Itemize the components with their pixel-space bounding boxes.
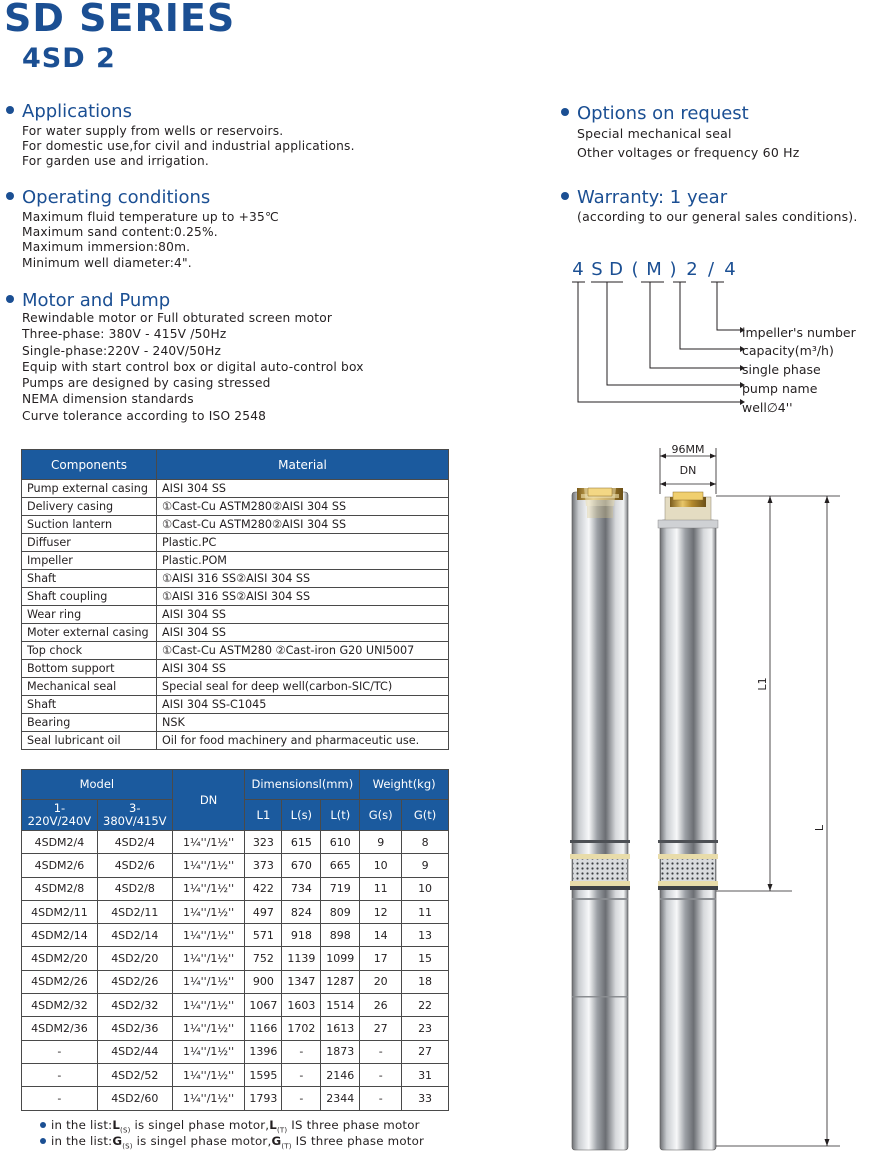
three-phase-model-cell: 4SD2/4 [97,831,172,854]
dimensions-header: Dimensionsl(mm) [245,770,360,800]
single-phase-model-cell: 4SDM2/6 [22,854,98,877]
options-heading-text: Options on request [577,103,749,124]
gt-header: G(t) [402,800,449,831]
lt-cell: 665 [321,854,360,877]
single-phase-model-cell: 4SDM2/26 [22,970,98,993]
gs-cell: 9 [360,831,402,854]
materials-row [22,642,449,660]
gs-header: G(s) [360,800,402,831]
material-cell: AISI 304 SS [157,660,449,678]
dimensions-row [22,1040,449,1063]
ls-cell: 670 [282,854,321,877]
warranty-heading-text: Warranty: 1 year [577,187,728,208]
dimensions-table [21,769,449,1111]
three-phase-model-cell: 4SD2/26 [97,970,172,993]
legend-impeller: impeller's number [742,325,856,340]
ls-cell: - [282,1040,321,1063]
applications-line: For water supply from wells or reservoirs. [22,124,284,138]
applications-heading-text: Applications [22,101,132,122]
dn-cell: 1¼''/1½'' [172,1063,245,1086]
single-phase-label: 1- [53,801,66,815]
width-label: 96MM [671,443,705,456]
dn-cell: 1¼''/1½'' [172,1040,245,1063]
component-cell: Shaft coupling [22,588,157,606]
code-char: S [591,259,603,280]
dimensions-row [22,877,449,900]
three-phase-model-cell: 4SD2/11 [97,900,172,923]
operating-text [22,210,279,271]
l1-cell: 1396 [245,1040,282,1063]
weight-header: Weight(kg) [360,770,449,800]
materials-row [22,732,449,750]
dn-header: DN [172,770,245,831]
note-text: (T) [276,1126,288,1135]
material-cell: NSK [157,714,449,732]
gs-cell: 12 [360,900,402,923]
pump-drawing [540,436,860,1156]
material-cell: AISI 304 SS [157,624,449,642]
note-text: L [269,1118,277,1132]
component-cell: Delivery casing [22,498,157,516]
materials-row [22,498,449,516]
component-cell: Impeller [22,552,157,570]
note-text: IS three phase motor [287,1118,420,1132]
single-phase-model-cell: 4SDM2/4 [22,831,98,854]
materials-header-row [22,450,449,480]
material-cell: AISI 304 SS-C1045 [157,696,449,714]
materials-row [22,552,449,570]
dimensions-row [22,947,449,970]
gt-cell: 10 [402,877,449,900]
page-title: SD SERIES [4,0,236,40]
lt-cell: 610 [321,831,360,854]
motor-line: Single-phase:220V - 240V/50Hz [22,343,222,358]
code-char: 2 [686,259,698,280]
operating-line: Maximum immersion:80m. [22,240,191,255]
ls-cell: 1347 [282,970,321,993]
model-header: Model [22,770,173,800]
dn-cell: 1¼''/1½'' [172,1087,245,1110]
gt-cell: 11 [402,900,449,923]
ls-cell: - [282,1087,321,1110]
operating-line: Maximum fluid temperature up to +35℃ [22,210,279,224]
single-phase-model-cell: 4SDM2/11 [22,900,98,923]
three-phase-header [97,800,172,831]
gt-cell: 8 [402,831,449,854]
motor-line: Equip with start control box or digital auto-control box [22,359,364,374]
legend-single-phase: single phase [742,362,821,377]
gt-cell: 33 [402,1087,449,1110]
gt-cell: 22 [402,994,449,1017]
single-phase-voltage: 220V/240V [27,814,92,828]
legend-capacity: capacity(m³/h) [742,343,834,358]
material-cell: ①Cast-Cu ASTM280②AISI 304 SS [157,498,449,516]
three-phase-model-cell: 4SD2/36 [97,1017,172,1040]
lt-cell: 809 [321,900,360,923]
three-phase-model-cell: 4SD2/52 [97,1063,172,1086]
bullet-icon [561,108,569,116]
warranty-line: (according to our general sales conditions). [577,209,858,224]
material-cell: ①Cast-Cu ASTM280②AISI 304 SS [157,516,449,534]
material-cell: ①Cast-Cu ASTM280 ②Cast-iron G20 UNI5007 [157,642,449,660]
code-char: D [609,259,623,280]
ls-header: L(s) [282,800,321,831]
materials-row [22,570,449,588]
material-cell: Plastic.POM [157,552,449,570]
l1-header: L1 [245,800,282,831]
note-text: is singel phase motor, [130,1118,270,1132]
pump-front-view [658,492,718,1150]
code-char: ) [669,259,677,280]
lt-cell: 1099 [321,947,360,970]
l1-cell: 422 [245,877,282,900]
l1-cell: 1793 [245,1087,282,1110]
single-phase-model-cell: 4SDM2/8 [22,877,98,900]
code-char: 4 [572,259,584,280]
materials-row [22,516,449,534]
dimensions-row [22,831,449,854]
motor-line: Rewindable motor or Full obturated screen motor [22,311,333,325]
code-char: M [646,259,662,280]
material-cell: ①AISI 316 SS②AISI 304 SS [157,588,449,606]
code-char: / [707,259,715,280]
dimensions-header-row [22,770,449,800]
motor-line: Curve tolerance according to ISO 2548 [22,408,267,423]
note-weight [40,1134,424,1154]
gs-cell: 17 [360,947,402,970]
code-char: ( [631,259,639,280]
applications-line: For domestic use,for civil and industrial applications. [22,139,355,154]
component-cell: Bearing [22,714,157,732]
gs-cell: - [360,1063,402,1086]
motor-line: NEMA dimension standards [22,392,194,407]
gs-cell: 27 [360,1017,402,1040]
options-heading [561,103,749,125]
l1-cell: 571 [245,924,282,947]
lt-cell: 1514 [321,994,360,1017]
l1-label: L1 [756,677,769,691]
ls-cell: 918 [282,924,321,947]
dimensions-row [22,900,449,923]
dn-cell: 1¼''/1½'' [172,877,245,900]
single-phase-model-cell: 4SDM2/36 [22,1017,98,1040]
gt-cell: 27 [402,1040,449,1063]
materials-row [22,480,449,498]
bullet-icon [40,1122,46,1128]
gt-cell: 18 [402,970,449,993]
gs-cell: 10 [360,854,402,877]
component-cell: Shaft [22,696,157,714]
l1-cell: 373 [245,854,282,877]
gt-cell: 9 [402,854,449,877]
single-phase-model-cell: 4SDM2/20 [22,947,98,970]
component-cell: Suction lantern [22,516,157,534]
note-text: G [112,1134,123,1148]
three-phase-voltage: 380V/415V [103,814,167,828]
three-phase-model-cell: 4SD2/60 [97,1087,172,1110]
lt-cell: 898 [321,924,360,947]
legend-well: well∅4'' [742,400,793,415]
options-text [577,125,800,162]
bullet-icon [6,106,14,114]
gs-cell: - [360,1087,402,1110]
motor-line: Three-phase: 380V - 415V /50Hz [22,327,227,342]
note-text: L [112,1118,121,1132]
warranty-heading [561,187,727,209]
warranty-text [577,208,858,227]
components-header: Components [22,450,157,480]
component-cell: Diffuser [22,534,157,552]
bullet-icon [6,192,14,200]
gs-cell: 20 [360,970,402,993]
dimensions-row [22,970,449,993]
material-cell: Oil for food machinery and pharmaceutic use. [157,732,449,750]
single-phase-model-cell: 4SDM2/14 [22,924,98,947]
gs-cell: 14 [360,924,402,947]
motor-heading-text: Motor and Pump [22,290,171,311]
three-phase-model-cell: 4SD2/20 [97,947,172,970]
materials-row [22,606,449,624]
lt-cell: 1613 [321,1017,360,1040]
bullet-icon [40,1138,46,1144]
note-text: is singel phase motor, [132,1134,272,1148]
materials-row [22,588,449,606]
operating-line: Maximum sand content:0.25%. [22,225,218,240]
lt-cell: 1287 [321,970,360,993]
dn-label: DN [679,464,697,477]
component-cell: Mechanical seal [22,678,157,696]
component-cell: Pump external casing [22,480,157,498]
material-cell: Plastic.PC [157,534,449,552]
material-cell: ①AISI 316 SS②AISI 304 SS [157,570,449,588]
note-text: (T) [281,1142,292,1151]
lt-cell: 2344 [321,1087,360,1110]
material-cell: AISI 304 SS [157,606,449,624]
note-text: (S) [120,1126,131,1135]
l1-cell: 323 [245,831,282,854]
dn-cell: 1¼''/1½'' [172,947,245,970]
applications-line: For garden use and irrigation. [22,154,210,169]
code-char: 4 [724,259,736,280]
material-cell: AISI 304 SS [157,480,449,498]
dimensions-row [22,1063,449,1086]
materials-row [22,678,449,696]
l1-cell: 1166 [245,1017,282,1040]
three-phase-model-cell: 4SD2/32 [97,994,172,1017]
lt-cell: 719 [321,877,360,900]
single-phase-model-cell: - [22,1063,98,1086]
motor-line: Pumps are designed by casing stressed [22,376,271,391]
note-text: IS three phase motor [291,1134,425,1148]
pump-side-view [570,488,630,1150]
ls-cell: 1139 [282,947,321,970]
gs-cell: 11 [360,877,402,900]
single-phase-model-cell: - [22,1087,98,1110]
options-line: Other voltages or frequency 60 Hz [577,144,800,160]
l1-cell: 1595 [245,1063,282,1086]
applications-heading [6,101,132,123]
dn-cell: 1¼''/1½'' [172,924,245,947]
three-phase-model-cell: 4SD2/8 [97,877,172,900]
l1-cell: 752 [245,947,282,970]
component-cell: Seal lubricant oil [22,732,157,750]
dn-cell: 1¼''/1½'' [172,900,245,923]
material-header: Material [157,450,449,480]
operating-heading-text: Operating conditions [22,187,211,208]
materials-row [22,624,449,642]
lt-cell: 1873 [321,1040,360,1063]
three-phase-model-cell: 4SD2/14 [97,924,172,947]
options-line: Special mechanical seal [577,126,732,141]
gt-cell: 31 [402,1063,449,1086]
dn-cell: 1¼''/1½'' [172,831,245,854]
materials-row [22,714,449,732]
legend-pump-name: pump name [742,381,818,396]
applications-text [22,124,355,170]
materials-row [22,660,449,678]
dn-cell: 1¼''/1½'' [172,854,245,877]
l-label: L [813,824,826,832]
operating-heading [6,187,210,209]
gt-cell: 15 [402,947,449,970]
ls-cell: - [282,1063,321,1086]
three-phase-model-cell: 4SD2/6 [97,854,172,877]
gs-cell: - [360,1040,402,1063]
materials-table [21,449,449,750]
l1-cell: 900 [245,970,282,993]
dimensions-row [22,1017,449,1040]
note-text: (S) [122,1142,133,1151]
ls-cell: 734 [282,877,321,900]
component-cell: Moter external casing [22,624,157,642]
dn-cell: 1¼''/1½'' [172,1017,245,1040]
ls-cell: 1702 [282,1017,321,1040]
lt-header: L(t) [321,800,360,831]
component-cell: Bottom support [22,660,157,678]
note-text: G [271,1134,282,1148]
dimensions-row [22,924,449,947]
ls-cell: 1603 [282,994,321,1017]
page-subtitle: 4SD 2 [22,43,116,74]
materials-row [22,696,449,714]
single-phase-model-cell: 4SDM2/32 [22,994,98,1017]
note-text: in the list: [51,1118,113,1132]
operating-line: Minimum well diameter:4". [22,255,192,270]
dn-cell: 1¼''/1½'' [172,994,245,1017]
gt-cell: 13 [402,924,449,947]
dimensions-row [22,854,449,877]
lt-cell: 2146 [321,1063,360,1086]
ls-cell: 615 [282,831,321,854]
single-phase-header [22,800,98,831]
component-cell: Top chock [22,642,157,660]
gs-cell: 26 [360,994,402,1017]
three-phase-model-cell: 4SD2/44 [97,1040,172,1063]
gt-cell: 23 [402,1017,449,1040]
motor-heading [6,290,170,312]
bullet-icon [561,192,569,200]
motor-text [22,310,364,424]
l1-cell: 497 [245,900,282,923]
dimensions-row [22,1087,449,1110]
dimensions-row [22,994,449,1017]
bullet-icon [6,295,14,303]
three-phase-label: 3- [129,801,141,815]
ls-cell: 824 [282,900,321,923]
component-cell: Wear ring [22,606,157,624]
component-cell: Shaft [22,570,157,588]
single-phase-model-cell: - [22,1040,98,1063]
materials-row [22,534,449,552]
material-cell: Special seal for deep well(carbon-SIC/TC) [157,678,449,696]
dn-cell: 1¼''/1½'' [172,970,245,993]
note-text: in the list: [51,1134,113,1148]
l1-cell: 1067 [245,994,282,1017]
